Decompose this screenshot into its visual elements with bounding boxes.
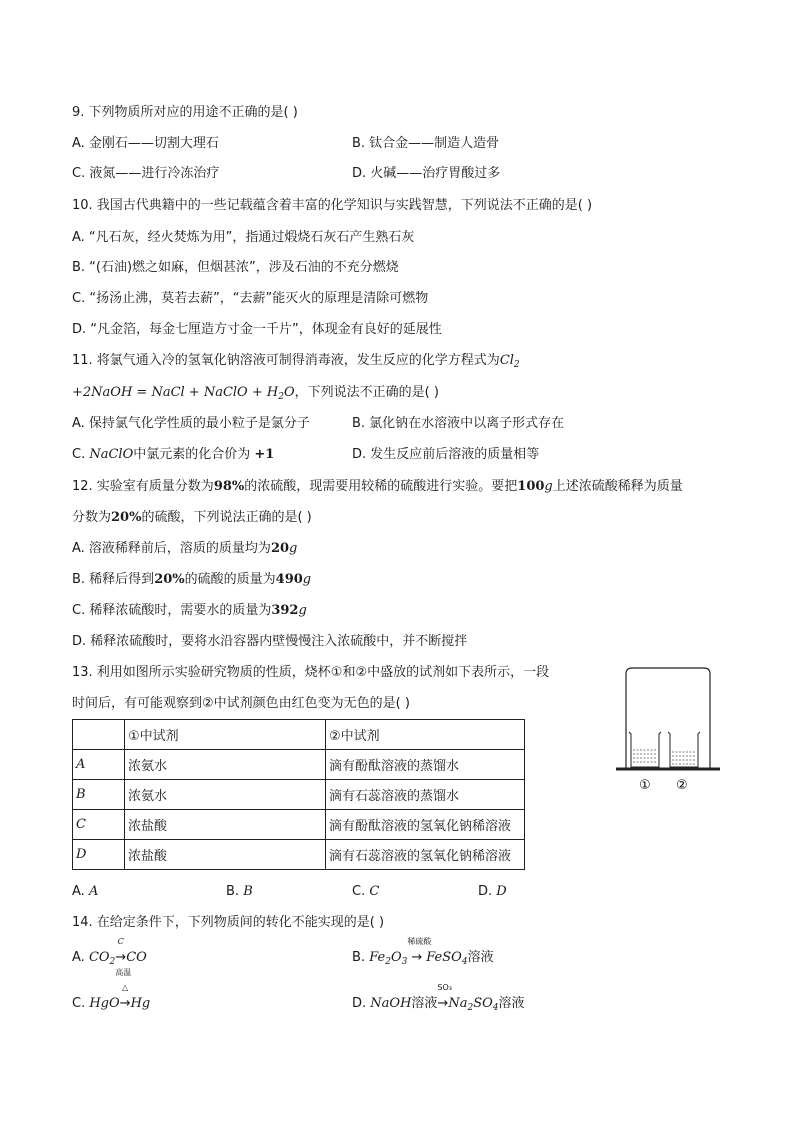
table-cell: 浓氨水 (125, 780, 326, 810)
q12-option-c: C. 稀释浓硫酸时，需要水的质量为392g (72, 603, 307, 618)
q11-equation: +2NaOH = NaCl + NaClO + H (72, 385, 279, 400)
q9-option-b: B. 钛合金——制造人造骨 (352, 136, 500, 151)
q10-option-c: C. “扬汤止沸，莫若去薪”，“去薪”能灭火的原理是清除可燃物 (72, 291, 429, 306)
reaction-arrow: SO₃ → (437, 983, 453, 1011)
q14-option-a: A. $CO_2$ C → 高温 CO (72, 937, 147, 977)
figure-label-2: ② (676, 778, 688, 793)
q12-option-b: B. 稀释后得到20%的硫酸的质量为490g (72, 572, 312, 587)
table-cell: 浓盐酸 (125, 840, 326, 870)
q9-stem: 9. 下列物质所对应的用途不正确的是( ) (72, 105, 298, 120)
table-header-cell: ①中试剂 (125, 720, 326, 750)
q11-option-a: A. 保持氯气化学性质的最小粒子是氯分子 (72, 416, 310, 431)
table-cell: 滴有石蕊溶液的蒸馏水 (326, 780, 525, 810)
table-row (73, 810, 525, 840)
q10-stem: 10. 我国古代典籍中的一些记载蕴含着丰富的化学知识与实践智慧，下列说法不正确的是( ) (72, 198, 593, 213)
q12-stem-line1: 12. 实验室有质量分数为98%的浓硫酸，现需要用较稀的硫酸进行实验。要把100g上述浓硫酸稀释为质量 (72, 479, 683, 494)
q14-stem: 14. 在给定条件下，下列物质间的转化不能实现的是( ) (72, 915, 385, 930)
table-cell: B (73, 780, 125, 810)
table-cell: D (73, 840, 125, 870)
q12-stem-line2: 分数为20%的硫酸，下列说法正确的是( ) (72, 510, 312, 525)
beaker-2 (668, 732, 700, 767)
q13-apparatus-figure (610, 664, 726, 798)
table-cell: 滴有石蕊溶液的氢氧化钠稀溶液 (326, 840, 525, 870)
bell-jar (626, 668, 710, 768)
q13-stem-line1: 13. 利用如图所示实验研究物质的性质，烧杯①和②中盛放的试剂如下表所示，一段 (72, 665, 550, 680)
table-cell: A (73, 750, 125, 780)
table-cell: C (73, 810, 125, 840)
table-row (73, 780, 525, 810)
table-row (73, 840, 525, 870)
table-cell: 浓盐酸 (125, 810, 326, 840)
table-header-cell: ②中试剂 (326, 720, 525, 750)
q10-option-a: A. “凡石灰，经火焚炼为用”，指通过煅烧石灰石产生熟石灰 (72, 230, 415, 245)
table-header-row (73, 720, 525, 750)
q14-option-c: C. HgO △ →Hg (72, 994, 150, 1014)
table-cell: 滴有酚酞溶液的蒸馏水 (326, 750, 525, 780)
beaker-1 (629, 732, 661, 767)
q14-option-d: D. NaOH溶液 SO₃ $\to Na_2SO_4$溶液 (352, 983, 525, 1013)
reaction-arrow: C → 高温 (115, 937, 132, 977)
q13-option-d: D. D (478, 884, 507, 899)
q13-option-a: A. A (72, 884, 99, 899)
q13-reagent-table (72, 719, 525, 870)
q12-option-a: A. 溶液稀释前后，溶质的质量均为20g (72, 541, 298, 556)
figure-label-1: ① (639, 778, 651, 793)
q11-option-d: D. 发生反应前后溶液的质量相等 (352, 447, 540, 462)
table-row (73, 750, 525, 780)
q11-stem-line1: 11. 将氯气通入冷的氢氧化钠溶液可制得消毒液，发生反应的化学方程式为$Cl_2$ (72, 353, 520, 370)
table-cell: 浓氨水 (125, 750, 326, 780)
q10-option-d: D. “凡金箔，每金七厘造方寸金一千片”，体现金有良好的延展性 (72, 322, 442, 337)
q11-stem-line2: +2NaOH = NaCl + NaClO + $H_2O$，下列说法不正确的是( ) (72, 385, 439, 402)
q13-option-c: C. C (352, 884, 380, 899)
q11-option-c: C. NaClO中氯元素的化合价为 +1 (72, 447, 275, 462)
q9-option-c: C. 液氮——进行冷冻治疗 (72, 166, 220, 181)
q14-option-b: B. $Fe_2O_3$ 稀硫酸 → FeSO$_4$溶液 (352, 937, 494, 967)
q13-stem-line2: 时间后，有可能观察到②中试剂颜色由红色变为无色的是( ) (72, 696, 410, 711)
reaction-arrow: 稀硫酸 → (407, 937, 432, 965)
table-header-cell (73, 720, 125, 750)
q10-option-b: B. “(石油)燃之如麻，但烟甚浓”，涉及石油的不充分燃烧 (72, 260, 399, 275)
q11-option-b: B. 氯化钠在水溶液中以离子形式存在 (352, 416, 565, 431)
table-cell: 滴有酚酞溶液的氢氧化钠稀溶液 (326, 810, 525, 840)
reaction-arrow: △ → (119, 983, 131, 1011)
q12-option-d: D. 稀释浓硫酸时，要将水沿容器内壁慢慢注入浓硫酸中，并不断搅拌 (72, 634, 468, 649)
q9-option-d: D. 火碱——治疗胃酸过多 (352, 166, 501, 181)
q9-option-a: A. 金刚石——切割大理石 (72, 136, 219, 151)
q13-option-b: B. B (226, 884, 253, 899)
